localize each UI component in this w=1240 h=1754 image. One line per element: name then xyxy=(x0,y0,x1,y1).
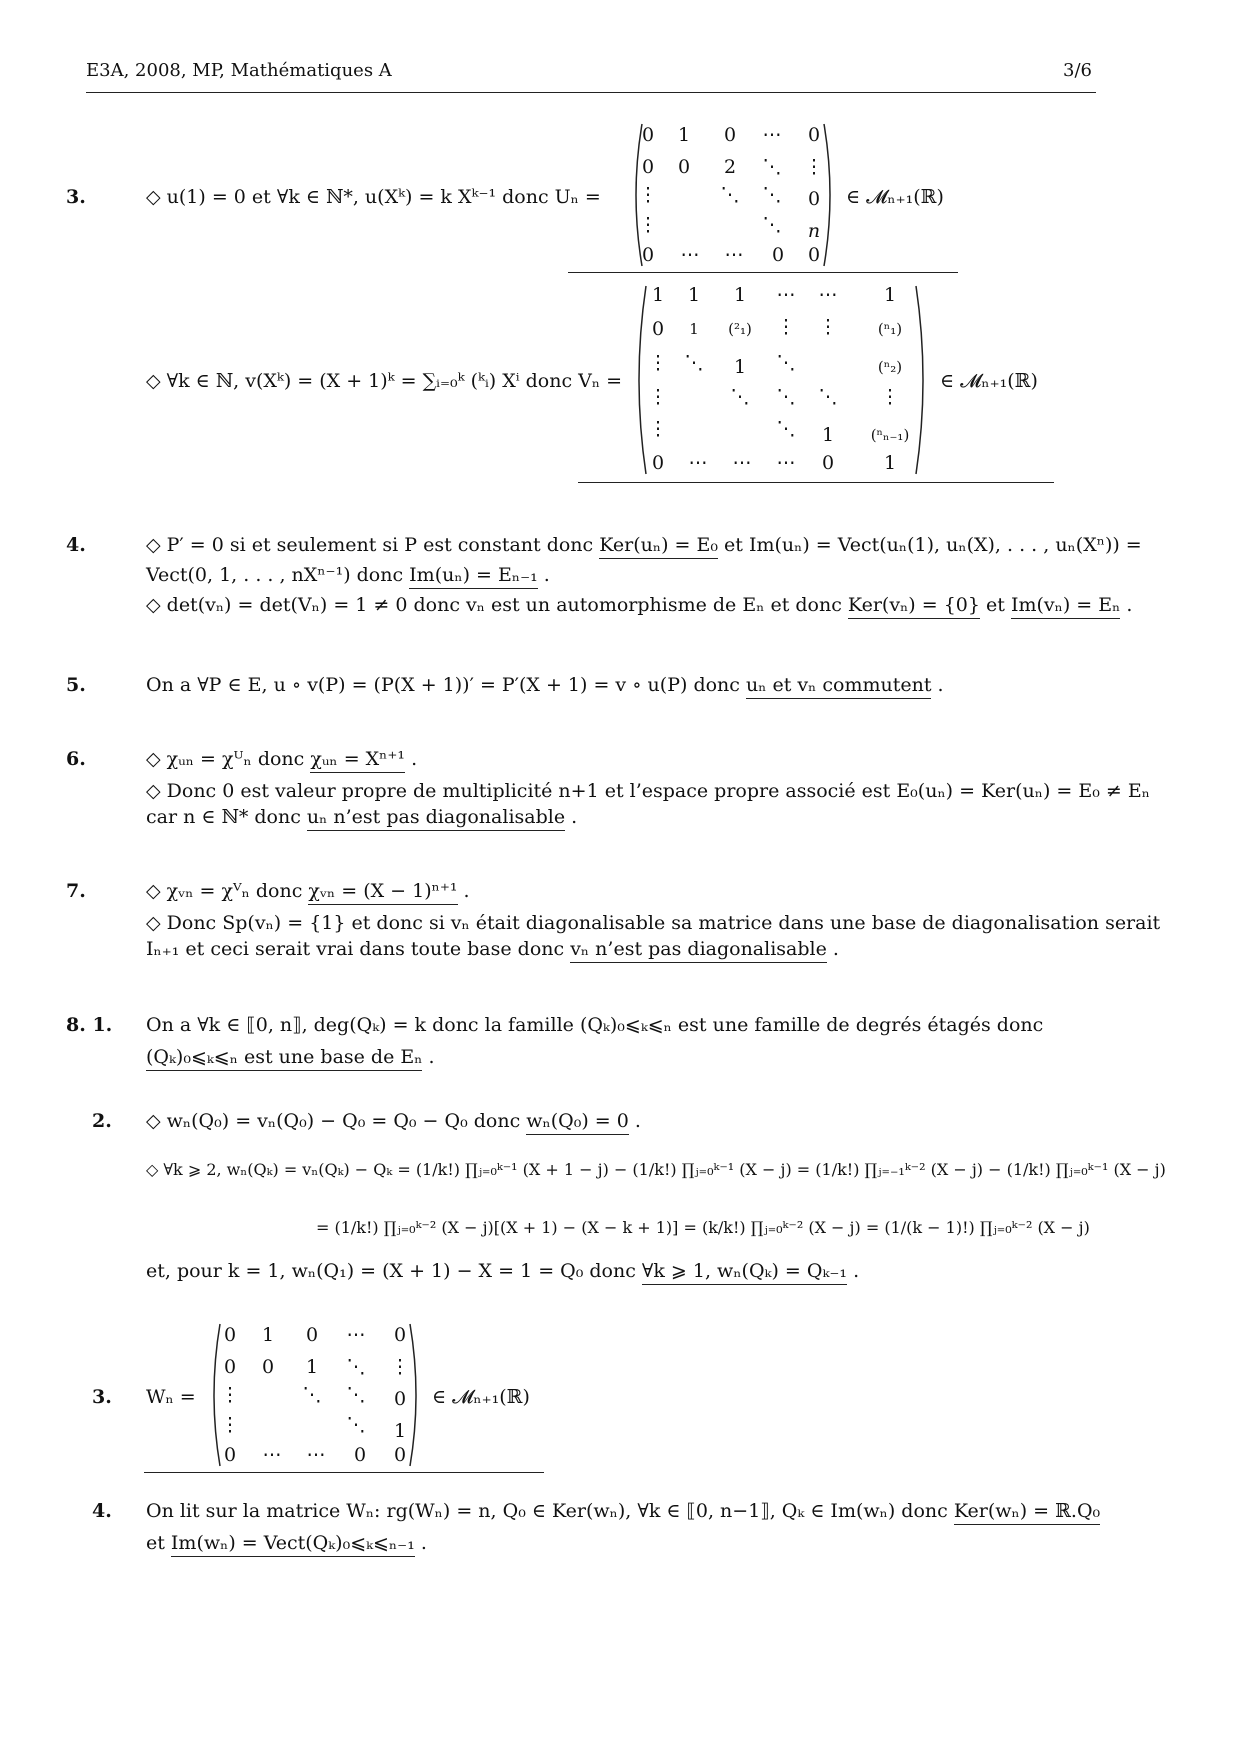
W-cell: 0 xyxy=(223,1356,237,1378)
V-cell: ⋯ xyxy=(688,452,708,474)
q8-number: 8. 1. xyxy=(66,1014,113,1036)
page-number: 3/6 xyxy=(1063,60,1092,81)
U-cell: ⋱ xyxy=(762,214,782,236)
U-cell: 0 xyxy=(807,124,821,146)
q5-number: 5. xyxy=(66,674,86,696)
q8-1-l2b: . xyxy=(422,1046,435,1068)
q8-4-l2c: . xyxy=(414,1532,427,1554)
q8-1-l2a: (Qₖ)₀⩽ₖ⩽ₙ est une base de Eₙ xyxy=(146,1046,422,1071)
U-cell: 1 xyxy=(677,124,691,146)
q7-l1a: ◇ χᵥₙ = χⱽₙ donc xyxy=(146,880,309,902)
q8-2-l1c: . xyxy=(628,1110,641,1132)
U-cell: ⋱ xyxy=(762,156,782,178)
q6-l1c: . xyxy=(405,748,418,770)
q8-4-number: 4. xyxy=(92,1500,112,1522)
V-cell: 1 xyxy=(883,284,897,306)
q4-l3a: ◇ det(vₙ) = det(Vₙ) = 1 ≠ 0 donc vₙ est un automorphisme de Eₙ et donc xyxy=(146,594,848,616)
q4-line-2 xyxy=(146,564,550,586)
matrix-U xyxy=(628,120,838,270)
q7-l3a: Iₙ₊₁ et ceci serait vrai dans toute base donc xyxy=(146,938,571,960)
V-cell: 1 xyxy=(883,452,897,474)
header-title: E3A, 2008, MP, Mathématiques A xyxy=(86,60,392,81)
q4-line-3 xyxy=(146,594,1132,616)
U-cell: ⋱ xyxy=(762,184,782,206)
q8-2-l4c: . xyxy=(847,1260,860,1282)
q7-line-2: ◇ Donc Sp(vₙ) = {1} et donc si vₙ était diagonalisable sa matrice dans une base de diagonalisation serait xyxy=(146,912,1161,934)
q4-l3e: . xyxy=(1120,594,1133,616)
q8-2-number: 2. xyxy=(92,1110,112,1132)
W-cell: 0 xyxy=(353,1444,367,1466)
V-cell: ⋱ xyxy=(730,386,750,408)
q8-2-line-4 xyxy=(146,1260,859,1282)
q4-l3d: Im(vₙ) = Eₙ xyxy=(1011,594,1120,619)
V-cell: ⋮ xyxy=(776,316,796,338)
q3-v-space: ∈ 𝓜ₙ₊₁(ℝ) xyxy=(940,370,1038,392)
U-cell: 0 xyxy=(641,244,655,266)
q8-4-l2b: Im(wₙ) = Vect(Qₖ)₀⩽ₖ⩽ₙ₋₁ xyxy=(171,1532,415,1557)
q3-v-underline xyxy=(578,482,1054,483)
q6-number: 6. xyxy=(66,748,86,770)
U-cell: 0 xyxy=(807,188,821,210)
q8-3-space: ∈ 𝓜ₙ₊₁(ℝ) xyxy=(432,1386,530,1408)
q3-u-underline xyxy=(568,272,958,273)
W-cell: 0 xyxy=(261,1356,275,1378)
q6-l1a: ◇ χᵤₙ = χᵁₙ donc xyxy=(146,748,311,770)
q8-3-underline xyxy=(144,1472,544,1473)
q7-line-3 xyxy=(146,938,839,960)
q6-l3c: . xyxy=(565,806,578,828)
q4-number: 4. xyxy=(66,534,86,556)
W-cell: ⋯ xyxy=(306,1444,326,1466)
q6-line-2: ◇ Donc 0 est valeur propre de multiplicité n+1 et l’espace propre associé est E₀(uₙ) = Ker(uₙ) = E₀ ≠ Eₙ xyxy=(146,780,1150,802)
U-cell: 2 xyxy=(723,156,737,178)
q3-u-line: ◇ u(1) = 0 et ∀k ∈ ℕ*, u(Xᵏ) = k Xᵏ⁻¹ donc Uₙ = xyxy=(146,186,601,208)
q8-4-l2a: et xyxy=(146,1532,171,1554)
W-cell: ⋱ xyxy=(346,1384,366,1406)
W-cell: ⋮ xyxy=(220,1414,240,1436)
V-cell: ⋱ xyxy=(684,352,704,374)
q5-line xyxy=(146,674,944,696)
V-cell: ⋮ xyxy=(648,352,668,374)
W-cell: ⋮ xyxy=(220,1384,240,1406)
q5-b: uₙ et vₙ commutent xyxy=(746,674,932,699)
q8-4-l1b: Ker(wₙ) = ℝ.Q₀ xyxy=(954,1500,1100,1525)
W-cell: 0 xyxy=(393,1444,407,1466)
V-cell: ⋮ xyxy=(818,316,838,338)
V-cell: ⋯ xyxy=(732,452,752,474)
q8-1-line-2 xyxy=(146,1046,435,1068)
W-cell: 0 xyxy=(305,1324,319,1346)
V-cell: 0 xyxy=(821,452,835,474)
q5-a: On a ∀P ∈ E, u ∘ v(P) = (P(X + 1))′ = P′(X + 1) = v ∘ u(P) donc xyxy=(146,674,746,696)
W-cell: ⋱ xyxy=(346,1414,366,1436)
q8-4-line-1 xyxy=(146,1500,1100,1522)
V-cell: (ⁿₙ₋₁) xyxy=(870,426,910,444)
V-cell: (ⁿ₂) xyxy=(877,358,903,376)
V-cell: ⋱ xyxy=(776,352,796,374)
q6-line-1 xyxy=(146,748,417,770)
q7-l3c: . xyxy=(826,938,839,960)
V-cell: ⋯ xyxy=(776,452,796,474)
W-cell: 0 xyxy=(393,1324,407,1346)
W-cell: ⋱ xyxy=(302,1384,322,1406)
W-cell: 1 xyxy=(305,1356,319,1378)
U-cell: ⋮ xyxy=(638,184,658,206)
U-cell: ⋮ xyxy=(638,214,658,236)
q8-2-l1a: ◇ wₙ(Q₀) = vₙ(Q₀) − Q₀ = Q₀ − Q₀ donc xyxy=(146,1110,527,1132)
q8-2-l4b: ∀k ⩾ 1, wₙ(Qₖ) = Qₖ₋₁ xyxy=(642,1260,847,1285)
V-cell: ⋯ xyxy=(776,284,796,306)
U-cell: 0 xyxy=(641,156,655,178)
q8-3-number: 3. xyxy=(92,1386,112,1408)
q4-l2b: Im(uₙ) = Eₙ₋₁ xyxy=(409,564,538,589)
matrix-V-brackets xyxy=(632,282,932,478)
q4-l2a: Vect(0, 1, . . . , nXⁿ⁻¹) donc xyxy=(146,564,410,586)
matrix-W xyxy=(206,1320,424,1470)
W-cell: ⋯ xyxy=(346,1324,366,1346)
V-cell: ⋱ xyxy=(776,418,796,440)
q8-2-l4a: et, pour k = 1, wₙ(Q₁) = (X + 1) − X = 1 = Q₀ donc xyxy=(146,1260,642,1282)
W-cell: 0 xyxy=(223,1324,237,1346)
V-cell: 1 xyxy=(733,356,747,378)
V-cell: ⋯ xyxy=(818,284,838,306)
q4-l3c: et xyxy=(979,594,1011,616)
q4-l3b: Ker(vₙ) = {0} xyxy=(848,594,980,619)
U-cell: n xyxy=(807,220,821,242)
U-cell: ⋱ xyxy=(720,184,740,206)
U-cell: 0 xyxy=(807,244,821,266)
V-cell: ⋱ xyxy=(776,386,796,408)
V-cell: 1 xyxy=(689,320,699,338)
q5-c: . xyxy=(931,674,944,696)
V-cell: ⋮ xyxy=(880,386,900,408)
q7-l1c: . xyxy=(457,880,470,902)
q8-4-line-2 xyxy=(146,1532,427,1554)
q8-2-l1b: wₙ(Q₀) = 0 xyxy=(526,1110,629,1135)
V-cell: 0 xyxy=(651,452,665,474)
q7-line-1 xyxy=(146,880,470,902)
W-cell: 1 xyxy=(261,1324,275,1346)
U-cell: ⋯ xyxy=(724,244,744,266)
V-cell: 1 xyxy=(733,284,747,306)
q7-l3b: vₙ n’est pas diagonalisable xyxy=(570,938,827,963)
q3-number: 3. xyxy=(66,186,86,208)
V-cell: (ⁿ₁) xyxy=(877,320,903,338)
q8-2-line-2: ◇ ∀k ⩾ 2, wₙ(Qₖ) = vₙ(Qₖ) − Qₖ = (1/k!) ∏ⱼ₌₀ᵏ⁻¹ (X + 1 − j) − (1/k!) ∏ⱼ₌₀ᵏ⁻¹ (X − j) = (1/k!) ∏ⱼ₌₋₁ᵏ⁻² (X − j) − (1/k!) ∏ⱼ₌₀ᵏ⁻¹ (X − j) xyxy=(146,1160,1166,1179)
V-cell: ⋮ xyxy=(648,386,668,408)
q8-1-line-1: On a ∀k ∈ ⟦0, n⟧, deg(Qₖ) = k donc la famille (Qₖ)₀⩽ₖ⩽ₙ est une famille de degrés étagés donc xyxy=(146,1014,1044,1036)
W-cell: ⋯ xyxy=(262,1444,282,1466)
U-cell: 0 xyxy=(723,124,737,146)
V-cell: (²₁) xyxy=(728,320,752,338)
q7-number: 7. xyxy=(66,880,86,902)
V-cell: 1 xyxy=(651,284,665,306)
W-cell: 1 xyxy=(393,1420,407,1442)
q4-l2c: . xyxy=(537,564,550,586)
q3-v-line: ◇ ∀k ∈ ℕ, v(Xᵏ) = (X + 1)ᵏ = ∑ᵢ₌₀ᵏ (ᵏᵢ) Xⁱ donc Vₙ = xyxy=(146,370,623,392)
q8-2-line-3: = (1/k!) ∏ⱼ₌₀ᵏ⁻² (X − j)[(X + 1) − (X − k + 1)] = (k/k!) ∏ⱼ₌₀ᵏ⁻² (X − j) = (1/(k − 1)!) ∏ⱼ₌₀ᵏ⁻² (X − j) xyxy=(316,1218,1090,1237)
U-cell: ⋯ xyxy=(762,124,782,146)
V-cell: 0 xyxy=(651,318,665,340)
W-cell: ⋱ xyxy=(346,1356,366,1378)
V-cell: 1 xyxy=(687,284,701,306)
U-cell: 0 xyxy=(771,244,785,266)
V-cell: 1 xyxy=(821,424,835,446)
q4-line-1 xyxy=(146,534,1142,556)
U-cell: ⋮ xyxy=(804,156,824,178)
q6-l3b: uₙ n’est pas diagonalisable xyxy=(307,806,565,831)
matrix-V xyxy=(632,282,932,478)
q6-l3a: car n ∈ ℕ* donc xyxy=(146,806,307,828)
q7-l1b: χᵥₙ = (X − 1)ⁿ⁺¹ xyxy=(308,880,457,905)
page-header xyxy=(86,60,1096,93)
q6-l1b: χᵤₙ = Xⁿ⁺¹ xyxy=(310,748,405,773)
U-cell: 0 xyxy=(677,156,691,178)
W-cell: 0 xyxy=(223,1444,237,1466)
q6-line-3 xyxy=(146,806,577,828)
q4-l1b: Ker(uₙ) = E₀ xyxy=(599,534,718,559)
W-cell: 0 xyxy=(393,1388,407,1410)
q4-l1c: et Im(uₙ) = Vect(uₙ(1), uₙ(X), . . . , uₙ(Xⁿ)) = xyxy=(718,534,1142,556)
U-cell: 0 xyxy=(641,124,655,146)
V-cell: ⋱ xyxy=(818,386,838,408)
q3-u-space: ∈ 𝓜ₙ₊₁(ℝ) xyxy=(846,186,944,208)
U-cell: ⋯ xyxy=(680,244,700,266)
W-cell: ⋮ xyxy=(390,1356,410,1378)
q8-4-l1a: On lit sur la matrice Wₙ: rg(Wₙ) = n, Q₀ ∈ Ker(wₙ), ∀k ∈ ⟦0, n−1⟧, Qₖ ∈ Im(wₙ) donc xyxy=(146,1500,954,1522)
q8-3-label: Wₙ = xyxy=(146,1386,196,1408)
V-cell: ⋮ xyxy=(648,418,668,440)
q4-l1a: ◇ P′ = 0 si et seulement si P est constant donc xyxy=(146,534,600,556)
q8-2-line-1 xyxy=(146,1110,641,1132)
